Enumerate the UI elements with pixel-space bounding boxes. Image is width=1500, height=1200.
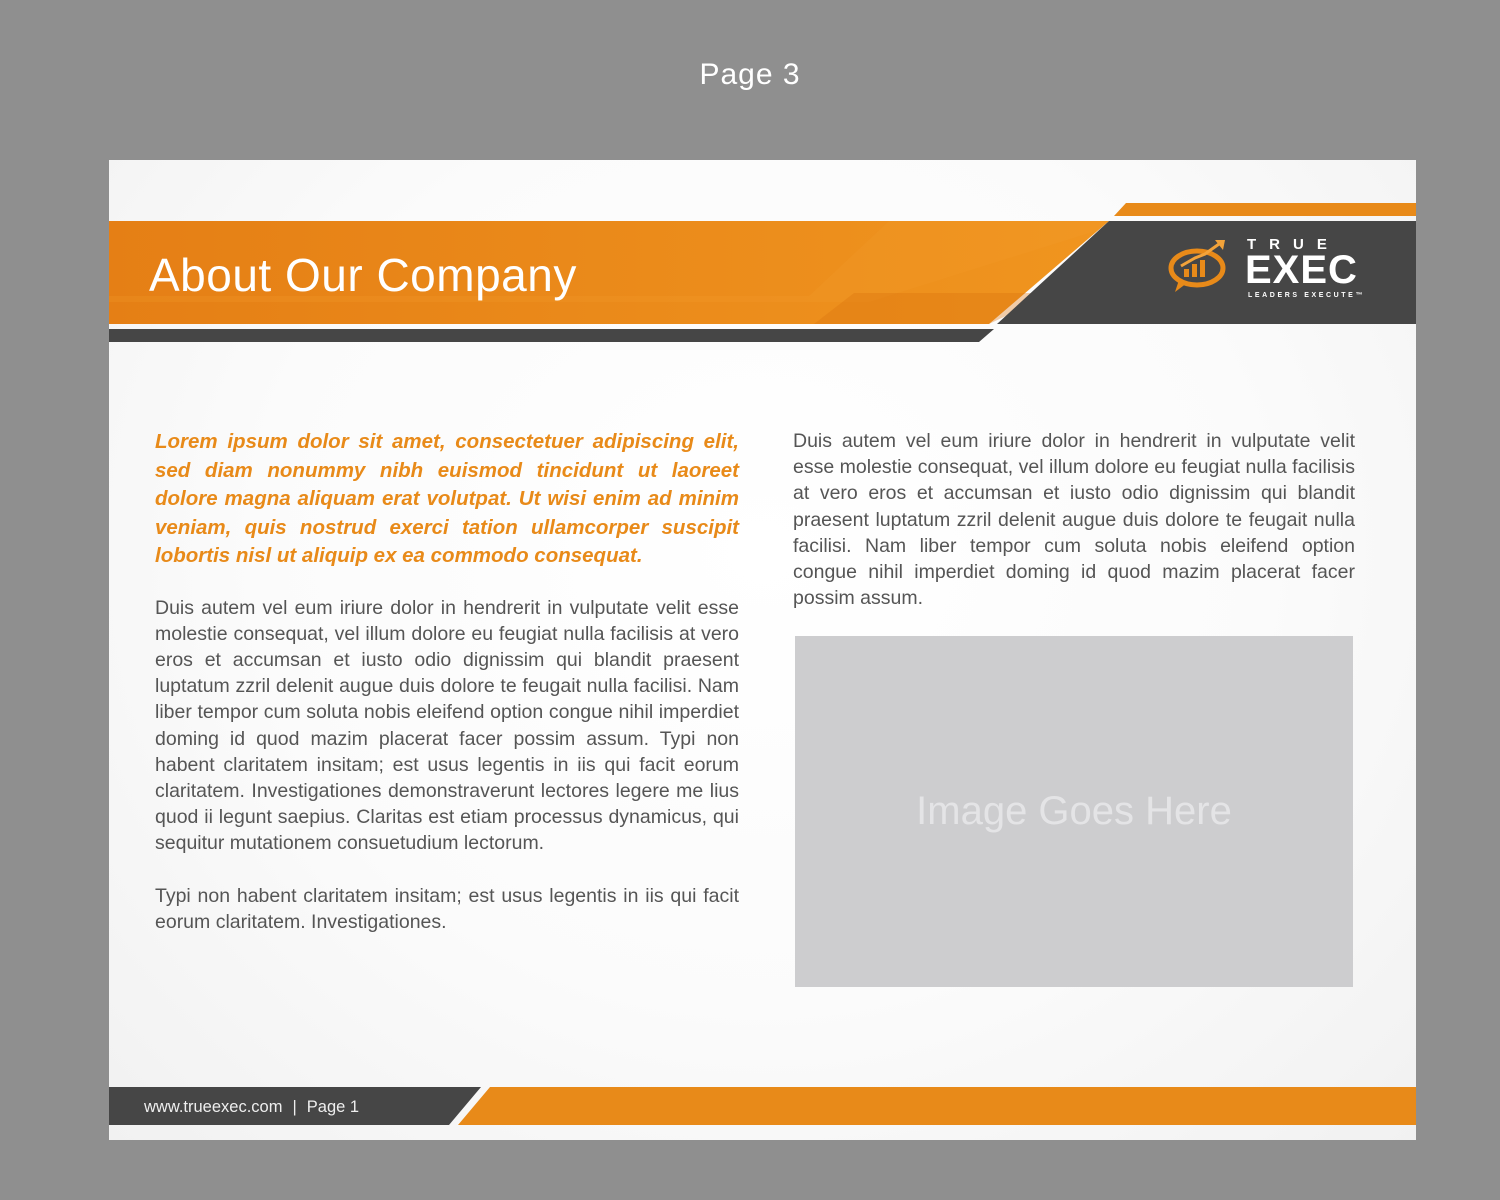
footer-page-number: Page 1 (306, 1098, 360, 1116)
logo-main-word: EXEC (1245, 248, 1358, 292)
right-column (793, 428, 1355, 637)
lead-paragraph: Lorem ipsum dolor sit amet, consectetuer adipiscing elit, sed diam nonummy nibh euismod tincidunt ut laoreet dolore magna aliquam erat volutpat. Ut wisi enim ad minim veniam, quis nostrud exerci tation ullamcorper suscipit lobortis nisl ut aliquip ex ea commodo consequat. (155, 430, 739, 567)
footer-url[interactable]: www.trueexec.com (144, 1098, 283, 1116)
body-paragraph: Typi non habent claritatem insitam; est usus legentis in iis qui facit eorum claritatem. Investigationes. (155, 884, 739, 933)
body-paragraph: Duis autem vel eum iriure dolor in hendrerit in vulputate velit esse molestie consequat, vel illum dolore eu feugiat nulla facilisis at vero eros et accumsan et iusto odio dignissim qui blandit praesent luptatum zzril delenit augue duis dolore te feugait nulla facilisi. Nam liber tempor cum soluta nobis eleifend option congue nihil imperdiet doming id quod mazim placerat facer possim assum. (793, 430, 1355, 610)
logo-tagline: LEADERS EXECUTE™ (1248, 292, 1366, 299)
image-placeholder-label: Image Goes Here (916, 789, 1232, 833)
company-logo (1167, 236, 1387, 306)
image-placeholder (795, 636, 1353, 987)
footer-info (144, 1098, 359, 1117)
brochure-page (109, 160, 1416, 1140)
speech-bubble-chart-logo-icon (1167, 236, 1245, 298)
page-label: Page 3 (699, 58, 801, 91)
logo-top-word: TRUE (1247, 236, 1340, 253)
left-column (155, 428, 739, 961)
footer-separator: | (292, 1098, 297, 1116)
page-title: About Our Company (149, 249, 577, 301)
body-paragraph: Duis autem vel eum iriure dolor in hendrerit in vulputate velit esse molestie consequat, vel illum dolore eu feugiat nulla facilisis at vero eros et accumsan et iusto odio dignissim qui blandit praesent luptatum zzril delenit augue duis dolore te feugait nulla facilisi. Nam liber tempor cum soluta nobis eleifend option congue nihil imperdiet doming id quod mazim placerat facer possim assum. Typi non habent claritatem insitam; est usus legentis in iis qui facit eorum claritatem. Investigationes demonstraverunt lectores legere me lius quod ii legunt saepius. Claritas est etiam processus dynamicus, qui sequitur mutationem consuetudium lectorum. (155, 596, 739, 855)
